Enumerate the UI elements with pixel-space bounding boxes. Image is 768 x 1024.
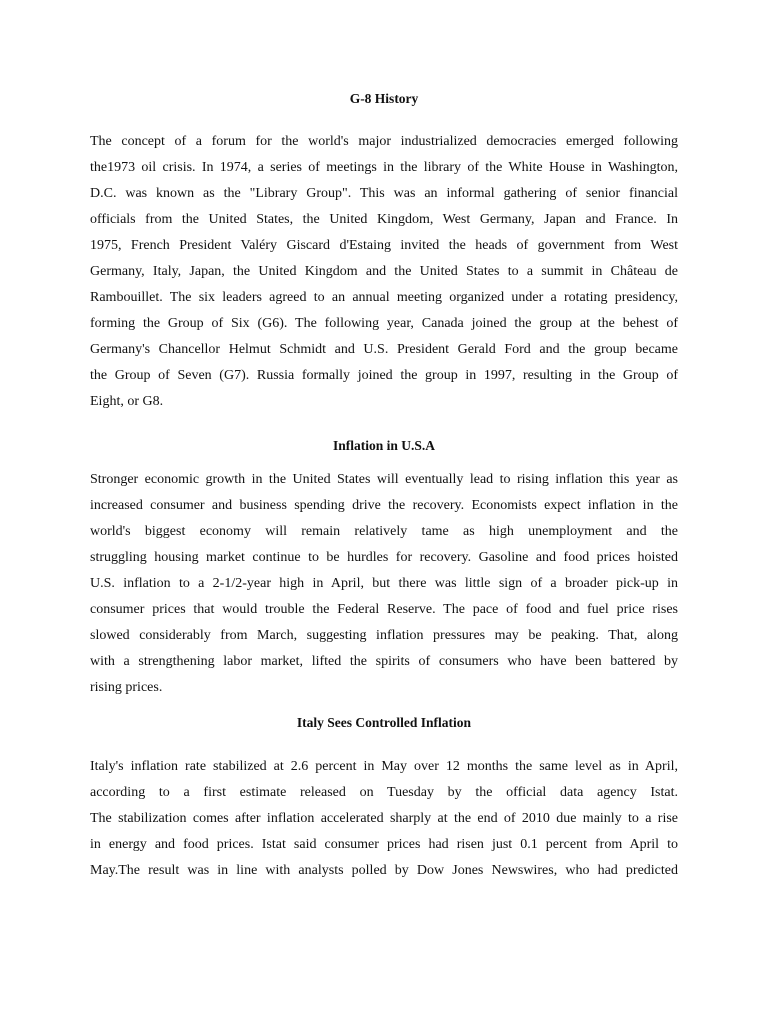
text-line: Eight, or G8. bbox=[90, 394, 164, 409]
text-line: with a strengthening labor market, lifted the spirits of consumers who have been battered by bbox=[90, 654, 678, 669]
text-line: world's biggest economy will remain relatively tame as high unemployment and the bbox=[90, 524, 678, 539]
text-line: 1975, French President Valéry Giscard d'Estaing invited the heads of government from West bbox=[90, 238, 678, 253]
text-line: Stronger economic growth in the United States will eventually lead to rising inflation this year as bbox=[90, 472, 678, 487]
text-line: rising prices. bbox=[90, 680, 163, 695]
text-line: Germany, Italy, Japan, the United Kingdom and the United States to a summit in Château de bbox=[90, 264, 678, 279]
text-line: The concept of a forum for the world's major industrialized democracies emerged following bbox=[90, 134, 678, 149]
text-line: U.S. inflation to a 2-1/2-year high in April, but there was little sign of a broader pick-up in bbox=[90, 576, 678, 591]
text-line: slowed considerably from March, suggesting inflation pressures may be peaking. That, along bbox=[90, 628, 678, 643]
text-line: Germany's Chancellor Helmut Schmidt and U.S. President Gerald Ford and the group became bbox=[90, 342, 678, 357]
text-line: May.The result was in line with analysts polled by Dow Jones Newswires, who had predicted bbox=[90, 863, 678, 878]
text-line: Rambouillet. The six leaders agreed to an annual meeting organized under a rotating presidency, bbox=[90, 290, 678, 305]
text-line: struggling housing market continue to be hurdles for recovery. Gasoline and food prices hoisted bbox=[90, 550, 678, 565]
section-body-inflation-usa bbox=[90, 467, 678, 701]
text-line: D.C. was known as the "Library Group". This was an informal gathering of senior financial bbox=[90, 186, 678, 201]
section-body-italy-inflation bbox=[90, 754, 678, 884]
section-heading-italy-inflation: Italy Sees Controlled Inflation bbox=[296, 715, 472, 730]
text-line: according to a first estimate released on Tuesday by the official data agency Istat. bbox=[90, 785, 678, 800]
text-line: officials from the United States, the United Kingdom, West Germany, Japan and France. In bbox=[90, 212, 678, 227]
text-line: The stabilization comes after inflation accelerated sharply at the end of 2010 due mainly to a rise bbox=[90, 811, 678, 826]
text-line: the1973 oil crisis. In 1974, a series of meetings in the library of the White House in Washington, bbox=[90, 160, 678, 175]
section-body-g8-history bbox=[90, 129, 678, 415]
text-line: in energy and food prices. Istat said consumer prices had risen just 0.1 percent from April to bbox=[90, 837, 678, 852]
text-line: the Group of Seven (G7). Russia formally joined the group in 1997, resulting in the Group of bbox=[90, 368, 678, 383]
text-line: increased consumer and business spending drive the recovery. Economists expect inflation in the bbox=[90, 498, 678, 513]
text-line: Italy's inflation rate stabilized at 2.6 percent in May over 12 months the same level as in April, bbox=[90, 759, 678, 774]
section-heading-inflation-usa: Inflation in U.S.A bbox=[332, 438, 436, 453]
text-line: consumer prices that would trouble the Federal Reserve. The pace of food and fuel price rises bbox=[90, 602, 678, 617]
text-line: forming the Group of Six (G6). The following year, Canada joined the group at the behest of bbox=[90, 316, 678, 331]
section-heading-g8-history: G-8 History bbox=[349, 91, 419, 106]
